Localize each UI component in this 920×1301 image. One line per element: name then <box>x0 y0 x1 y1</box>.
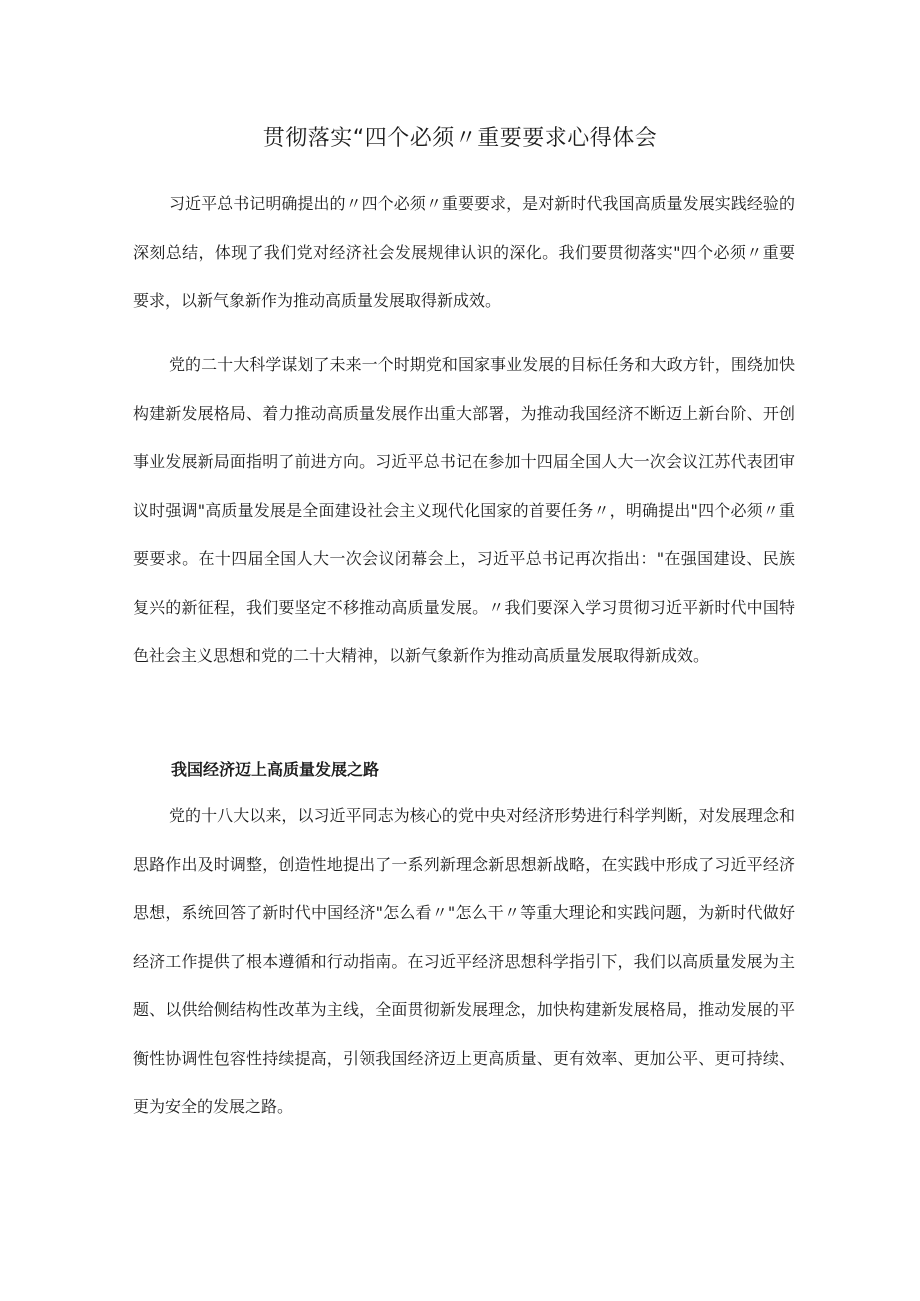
document-title: 贯彻落实“四个必须〃重要要求心得体会 <box>262 126 658 151</box>
section-heading: 我国经济迈上高质量发展之路 <box>171 760 380 779</box>
paragraph-background: 党的二十大科学谋划了未来一个时期党和国家事业发展的目标任务和大政方针，围绕加快构建新发展格局、着力推动高质量发展作出重大部署，为推动我国经济不断迈上新台阶、开创事业发展新局面指明了前进方向。习近平总书记在参加十四届全国人大一次会议江苏代表团审议时强调"高质量发展是全面建设社会主义现代化国家的首要任务〃，明确提出"四个必须〃重要要求。在十四届全国人大一次会议闭幕会上，习近平总书记再次指出："在强国建设、民族复兴的新征程，我们要坚定不移推动高质量发展。〃我们要深入学习贯彻习近平新时代中国特色社会主义思想和党的二十大精神，以新气象新作为推动高质量发展取得新成效。 <box>133 355 795 665</box>
paragraph-intro: 习近平总书记明确提出的〃四个必须〃重要要求，是对新时代我国高质量发展实践经验的深刻总结，体现了我们党对经济社会发展规律认识的深化。我们要贯彻落实"四个必须〃重要要求，以新气象新作为推动高质量发展取得新成效。 <box>133 194 795 310</box>
paragraph-section-body: 党的十八大以来，以习近平同志为核心的党中央对经济形势进行科学判断，对发展理念和思路作出及时调整，创造性地提出了一系列新理念新思想新战略，在实践中形成了习近平经济思想，系统回答了新时代中国经济"怎么看〃"怎么干〃等重大理论和实践问题，为新时代做好经济工作提供了根本遵循和行动指南。在习近平经济思想科学指引下，我们以高质量发展为主题、以供给侧结构性改革为主线，全面贯彻新发展理念，加快构建新发展格局，推动发展的平衡性协调性包容性持续提高，引领我国经济迈上更高质量、更有效率、更加公平、更可持续、更为安全的发展之路。 <box>133 806 795 1116</box>
